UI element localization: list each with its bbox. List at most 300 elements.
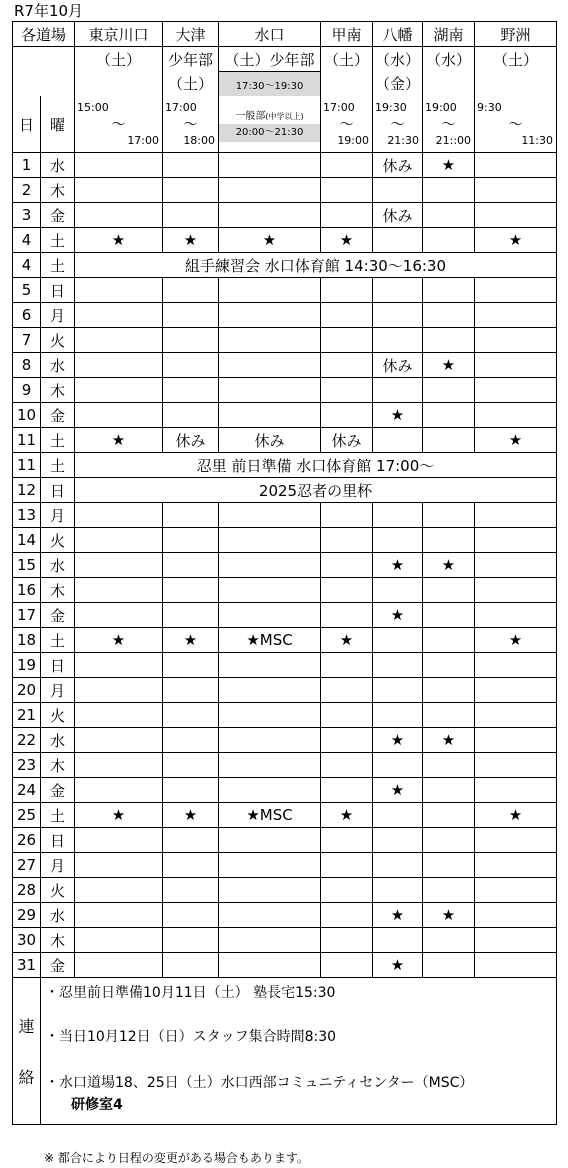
day-cell: 6: [13, 303, 41, 328]
header-spacer: [13, 47, 75, 72]
schedule-cell: [423, 928, 475, 953]
schedule-cell: [475, 578, 557, 603]
table-row: [13, 728, 557, 753]
schedule-cell: [219, 203, 321, 228]
tilde: ～: [183, 117, 198, 133]
dojo-day-6: （土）: [475, 47, 557, 72]
schedule-cell: [219, 328, 321, 353]
schedule-cell: 休み: [373, 353, 423, 378]
schedule-cell: [75, 778, 163, 803]
schedule-cell: [321, 603, 373, 628]
schedule-cell: [219, 878, 321, 903]
notes-label: [13, 978, 41, 1125]
schedule-cell: [321, 153, 373, 178]
day-cell: 17: [13, 603, 41, 628]
schedule-cell: [475, 178, 557, 203]
dojo-times-5: [423, 96, 475, 153]
schedule-cell: [219, 503, 321, 528]
dow-cell: 金: [41, 403, 75, 428]
schedule-cell: [373, 653, 423, 678]
dow-cell: 金: [41, 953, 75, 978]
schedule-cell: [475, 403, 557, 428]
schedule-cell: ★MSC: [219, 803, 321, 828]
schedule-cell: [75, 703, 163, 728]
schedule-cell: [373, 303, 423, 328]
schedule-cell: [475, 378, 557, 403]
day-cell: 29: [13, 903, 41, 928]
notes-label-char: 絡: [18, 1068, 35, 1087]
schedule-cell: [373, 578, 423, 603]
schedule-cell: ★: [475, 228, 557, 253]
dow-cell: 土: [41, 253, 75, 278]
day-cell: 8: [13, 353, 41, 378]
schedule-cell: [75, 178, 163, 203]
schedule-cell: [75, 753, 163, 778]
schedule-cell: [163, 678, 219, 703]
dow-cell: 土: [41, 628, 75, 653]
table-row: [13, 453, 557, 478]
schedule-cell: [75, 878, 163, 903]
schedule-cell: ★: [423, 903, 475, 928]
note-item-room: 研修室4: [71, 1097, 123, 1113]
section-note: (中学以上): [265, 111, 304, 121]
day-cell: 26: [13, 828, 41, 853]
schedule-cell: [475, 553, 557, 578]
schedule-cell: [475, 928, 557, 953]
schedule-cell: [75, 528, 163, 553]
schedule-cell: [75, 278, 163, 303]
dow-cell: 木: [41, 578, 75, 603]
table-row: [13, 428, 557, 453]
schedule-cell: [219, 653, 321, 678]
schedule-cell: [475, 328, 557, 353]
schedule-cell: ★: [75, 428, 163, 453]
table-row: [13, 878, 557, 903]
table-row: [13, 153, 557, 178]
schedule-cell: [321, 403, 373, 428]
dojo-day-3: （土）: [321, 47, 373, 72]
header-row-sub: [13, 72, 557, 97]
schedule-cell: [423, 203, 475, 228]
schedule-cell: [219, 903, 321, 928]
schedule-cell: [475, 953, 557, 978]
start-time: 17:00: [323, 101, 355, 114]
dojo-name-6: 野洲: [475, 22, 557, 47]
header-row-times: [13, 96, 557, 153]
schedule-cell: [373, 928, 423, 953]
start-time: 9:30: [477, 101, 502, 114]
schedule-cell: [373, 878, 423, 903]
schedule-cell: [163, 528, 219, 553]
tilde: ～: [441, 117, 456, 133]
schedule-cell: [163, 853, 219, 878]
schedule-cell: [321, 678, 373, 703]
schedule-cell: [423, 578, 475, 603]
day-cell: 21: [13, 703, 41, 728]
schedule-cell: [423, 328, 475, 353]
schedule-cell: [219, 753, 321, 778]
day-cell: 16: [13, 578, 41, 603]
table-row: [13, 178, 557, 203]
event-cell: 忍里 前日準備 水口体育館 17:00～: [75, 453, 557, 478]
schedule-cell: [219, 303, 321, 328]
table-row: [13, 353, 557, 378]
start-time: 17:00: [165, 101, 197, 114]
end-time: 19:00: [337, 134, 370, 147]
schedule-cell: [75, 678, 163, 703]
dojo-times-2: [219, 96, 321, 153]
schedule-cell: [475, 278, 557, 303]
dojo-day-2: （土）少年部: [219, 47, 321, 72]
schedule-cell: [321, 653, 373, 678]
dow-cell: 日: [41, 278, 75, 303]
schedule-cell: ★: [75, 803, 163, 828]
schedule-cell: [163, 903, 219, 928]
schedule-cell: ★: [321, 228, 373, 253]
dow-cell: 土: [41, 228, 75, 253]
dow-label: 曜: [41, 96, 75, 153]
schedule-cell: [423, 528, 475, 553]
dojo-sub-0: [75, 72, 163, 97]
dojo-sub-1: （土）: [163, 72, 219, 97]
table-row: [13, 953, 557, 978]
day-cell: 11: [13, 428, 41, 453]
schedule-cell: ★: [373, 953, 423, 978]
schedule-cell: [321, 553, 373, 578]
dow-cell: 水: [41, 153, 75, 178]
schedule-cell: [163, 878, 219, 903]
end-time: 11:30: [521, 134, 554, 147]
schedule-cell: [163, 653, 219, 678]
schedule-cell: ★: [423, 728, 475, 753]
day-cell: 28: [13, 878, 41, 903]
dojo-sub-4: （金）: [373, 72, 423, 97]
schedule-cell: [321, 703, 373, 728]
schedule-cell: [163, 328, 219, 353]
schedule-cell: [163, 403, 219, 428]
mizuguchi-time2: 20:00～21:30: [219, 124, 320, 142]
schedule-cell: ★: [373, 903, 423, 928]
schedule-cell: [475, 878, 557, 903]
table-row: [13, 603, 557, 628]
schedule-cell: [321, 778, 373, 803]
schedule-cell: [163, 828, 219, 853]
schedule-cell: [321, 528, 373, 553]
schedule-cell: [75, 853, 163, 878]
day-cell: 3: [13, 203, 41, 228]
table-row: [13, 778, 557, 803]
tilde: ～: [508, 117, 523, 133]
schedule-cell: [219, 603, 321, 628]
schedule-cell: ★: [475, 628, 557, 653]
schedule-cell: [321, 853, 373, 878]
schedule-cell: ★: [373, 728, 423, 753]
schedule-cell: [219, 703, 321, 728]
schedule-cell: [321, 328, 373, 353]
table-row: [13, 928, 557, 953]
schedule-rows: [13, 153, 557, 978]
schedule-cell: [75, 553, 163, 578]
schedule-cell: [423, 428, 475, 453]
schedule-cell: [163, 928, 219, 953]
end-time: 18:00: [183, 134, 216, 147]
day-cell: 18: [13, 628, 41, 653]
schedule-cell: [75, 328, 163, 353]
table-row: [13, 403, 557, 428]
schedule-cell: [219, 553, 321, 578]
schedule-cell: [219, 178, 321, 203]
day-cell: 12: [13, 478, 41, 503]
schedule-cell: [423, 953, 475, 978]
table-row: [13, 853, 557, 878]
schedule-cell: [423, 378, 475, 403]
schedule-cell: [423, 853, 475, 878]
schedule-cell: [373, 628, 423, 653]
table-row: [13, 503, 557, 528]
schedule-cell: [321, 278, 373, 303]
dow-cell: 水: [41, 903, 75, 928]
schedule-cell: 休み: [373, 203, 423, 228]
schedule-cell: [423, 603, 475, 628]
table-header: [13, 22, 557, 153]
schedule-cell: [219, 853, 321, 878]
schedule-cell: [373, 278, 423, 303]
schedule-cell: [163, 378, 219, 403]
dow-cell: 土: [41, 803, 75, 828]
day-cell: 22: [13, 728, 41, 753]
schedule-cell: [163, 278, 219, 303]
dojo-sub-5: [423, 72, 475, 97]
footer-note: ※ 都合により日程の変更がある場合もあります。: [44, 1151, 309, 1165]
day-cell: 25: [13, 803, 41, 828]
schedule-cell: [321, 203, 373, 228]
schedule-cell: ★: [75, 228, 163, 253]
dow-cell: 水: [41, 553, 75, 578]
schedule-cell: [163, 953, 219, 978]
schedule-cell: [163, 153, 219, 178]
schedule-cell: [475, 778, 557, 803]
day-cell: 11: [13, 453, 41, 478]
schedule-cell: [475, 653, 557, 678]
schedule-cell: [423, 303, 475, 328]
end-time: 17:00: [127, 134, 160, 147]
schedule-cell: [219, 153, 321, 178]
table-row: [13, 578, 557, 603]
dojo-sub-6: [475, 72, 557, 97]
schedule-cell: [475, 203, 557, 228]
schedule-cell: ★: [423, 153, 475, 178]
schedule-cell: [373, 228, 423, 253]
note-item: ・当日10月12日（日）スタッフ集合時間8:30: [45, 1029, 337, 1045]
day-cell: 13: [13, 503, 41, 528]
schedule-cell: [373, 428, 423, 453]
day-cell: 19: [13, 653, 41, 678]
table-row: [13, 553, 557, 578]
schedule-cell: [373, 753, 423, 778]
table-row: [13, 653, 557, 678]
schedule-cell: [219, 678, 321, 703]
schedule-cell: [163, 778, 219, 803]
dow-cell: 日: [41, 828, 75, 853]
dojo-times-6: [475, 96, 557, 153]
schedule-cell: [423, 178, 475, 203]
schedule-cell: [219, 378, 321, 403]
schedule-cell: [75, 378, 163, 403]
schedule-cell: [75, 728, 163, 753]
schedule-cell: [219, 278, 321, 303]
dojo-times-0: [75, 96, 163, 153]
table-row: [13, 678, 557, 703]
table-row: [13, 478, 557, 503]
schedule-cell: [163, 753, 219, 778]
header-row-days: [13, 47, 557, 72]
schedule-cell: [321, 728, 373, 753]
schedule-cell: [219, 928, 321, 953]
table-row: [13, 528, 557, 553]
day-cell: 4: [13, 253, 41, 278]
dojo-name-0: 東京川口: [75, 22, 163, 47]
schedule-cell: [423, 228, 475, 253]
schedule-cell: [75, 903, 163, 928]
dojo-name-4: 八幡: [373, 22, 423, 47]
table-row: [13, 253, 557, 278]
schedule-cell: ★: [373, 603, 423, 628]
dow-cell: 金: [41, 603, 75, 628]
schedule-cell: [75, 603, 163, 628]
table-row: [13, 378, 557, 403]
schedule-cell: [163, 303, 219, 328]
schedule-cell: [373, 328, 423, 353]
day-cell: 23: [13, 753, 41, 778]
schedule-cell: [75, 303, 163, 328]
schedule-cell: [75, 203, 163, 228]
event-cell: 2025忍者の里杯: [75, 478, 557, 503]
table-row: [13, 828, 557, 853]
notes-label-char: 連: [18, 1017, 35, 1036]
schedule-cell: [321, 178, 373, 203]
schedule-cell: [163, 578, 219, 603]
notes-body-cell: [41, 978, 557, 1125]
schedule-cell: [423, 403, 475, 428]
note-item: ・忍里前日準備10月11日（土） 塾長宅15:30: [45, 985, 336, 1001]
schedule-cell: [219, 578, 321, 603]
schedule-cell: ★: [219, 228, 321, 253]
schedule-cell: ★: [373, 553, 423, 578]
schedule-cell: [75, 828, 163, 853]
tilde: ～: [390, 117, 405, 133]
dow-cell: 月: [41, 678, 75, 703]
mizuguchi-section: [219, 107, 320, 122]
dojo-name-5: 湖南: [423, 22, 475, 47]
schedule-cell: [219, 353, 321, 378]
schedule-cell: [423, 778, 475, 803]
schedule-cell: 休み: [163, 428, 219, 453]
dojo-name-1: 大津: [163, 22, 219, 47]
dojo-name-3: 甲南: [321, 22, 373, 47]
mizuguchi-time1: 17:30～19:30: [219, 72, 321, 97]
schedule-cell: [321, 578, 373, 603]
schedule-cell: [321, 378, 373, 403]
schedule-cell: [475, 853, 557, 878]
schedule-cell: ★: [75, 628, 163, 653]
dojo-day-0: （土）: [75, 47, 163, 72]
schedule-cell: [373, 178, 423, 203]
day-cell: 10: [13, 403, 41, 428]
dow-cell: 土: [41, 428, 75, 453]
event-cell: 組手練習会 水口体育館 14:30～16:30: [75, 253, 557, 278]
schedule-cell: [219, 528, 321, 553]
schedule-cell: [423, 628, 475, 653]
schedule-cell: ★: [321, 803, 373, 828]
schedule-cell: ★: [163, 803, 219, 828]
schedule-cell: [163, 603, 219, 628]
schedule-cell: 休み: [219, 428, 321, 453]
schedule-cell: [423, 678, 475, 703]
table-row: [13, 328, 557, 353]
schedule-cell: [373, 678, 423, 703]
schedule-cell: [321, 828, 373, 853]
end-time: 21:30: [387, 134, 420, 147]
day-cell: 15: [13, 553, 41, 578]
tilde: ～: [111, 117, 126, 133]
table-row: [13, 203, 557, 228]
notes-row: [13, 978, 557, 1125]
schedule-cell: [75, 953, 163, 978]
start-time: 19:30: [375, 101, 407, 114]
schedule-cell: ★: [321, 628, 373, 653]
schedule-cell: [475, 503, 557, 528]
schedule-cell: [423, 878, 475, 903]
dow-cell: 火: [41, 528, 75, 553]
start-time: 15:00: [77, 101, 109, 114]
schedule-cell: [75, 153, 163, 178]
schedule-cell: [373, 853, 423, 878]
day-cell: 1: [13, 153, 41, 178]
schedule-cell: [373, 503, 423, 528]
table-row: [13, 228, 557, 253]
schedule-cell: [475, 728, 557, 753]
schedule-cell: [75, 578, 163, 603]
schedule-cell: [475, 353, 557, 378]
table-row: [13, 628, 557, 653]
schedule-cell: [321, 753, 373, 778]
schedule-cell: [373, 828, 423, 853]
schedule-cell: [163, 553, 219, 578]
dojo-name-2: 水口: [219, 22, 321, 47]
schedule-cell: [475, 828, 557, 853]
dojo-day-5: （水）: [423, 47, 475, 72]
notes-label-chars: [13, 978, 40, 1124]
schedule-cell: [321, 953, 373, 978]
schedule-cell: [475, 753, 557, 778]
schedule-cell: 休み: [321, 428, 373, 453]
notes-section: [13, 978, 557, 1125]
dow-cell: 木: [41, 928, 75, 953]
schedule-cell: [423, 703, 475, 728]
schedule-cell: [475, 703, 557, 728]
schedule-cell: [475, 153, 557, 178]
day-cell: 24: [13, 778, 41, 803]
schedule-cell: [219, 778, 321, 803]
dow-cell: 金: [41, 203, 75, 228]
schedule-cell: ★: [423, 353, 475, 378]
dojo-label: 各道場: [13, 22, 75, 47]
table-row: [13, 903, 557, 928]
day-cell: 2: [13, 178, 41, 203]
schedule-cell: [163, 703, 219, 728]
day-cell: 5: [13, 278, 41, 303]
schedule-cell: [163, 203, 219, 228]
